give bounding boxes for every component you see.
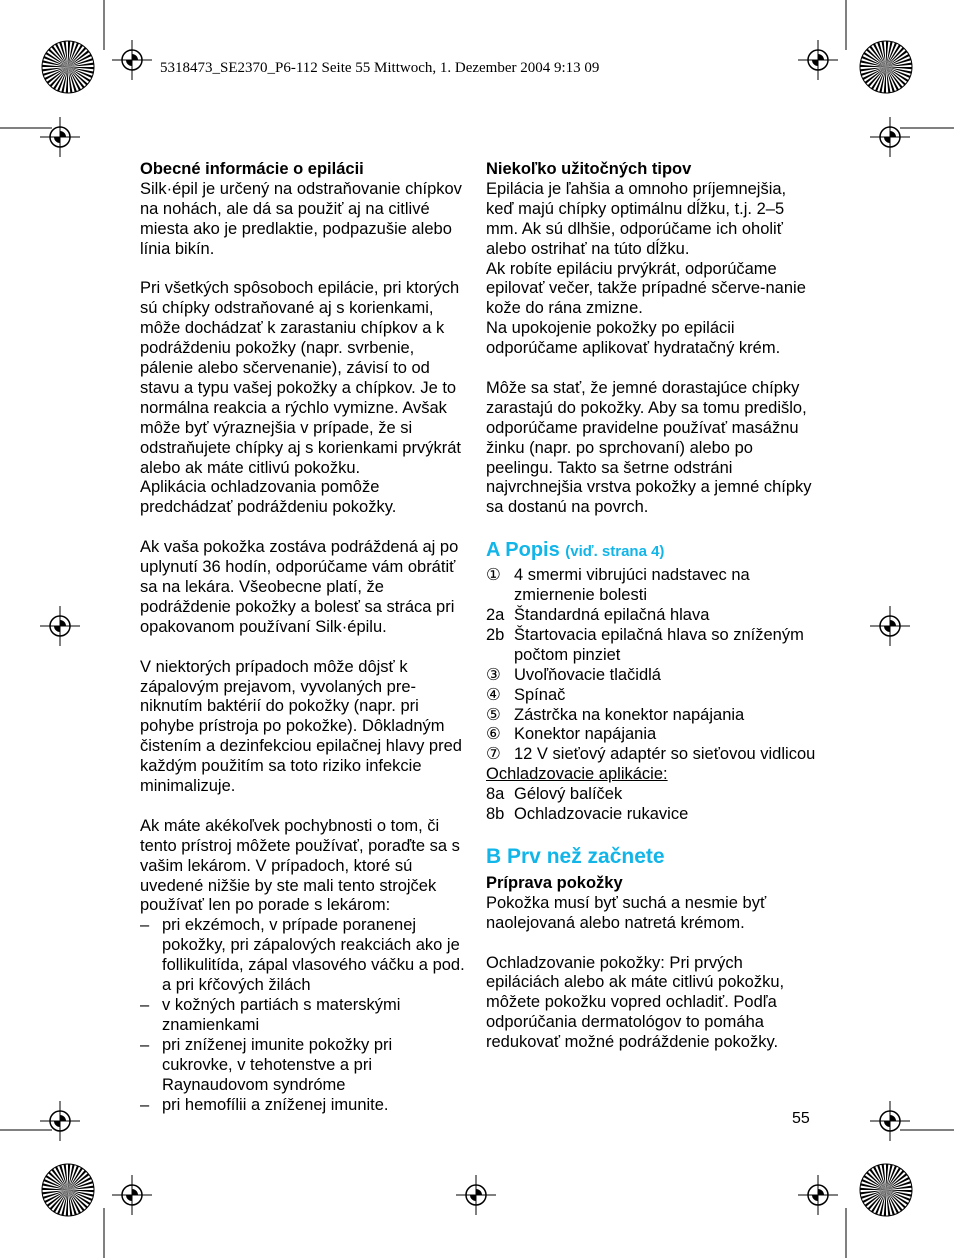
list-item: 8a Gélový balíček: [486, 785, 623, 804]
list-item: 2b Štartovacia epilačná hlava so zníženým počtom pinziet: [486, 625, 804, 664]
list-item: 2a Štandardná epilačná hlava: [486, 606, 710, 624]
paragraph: Ochladzovanie pokožky: Pri prvých epiláciách alebo ak máte citlivú pokožku, môžete pokožku vopred ochladiť. Podľa odporúčania dermatológov to pomáha redukovať možné podráždenie pokožky.: [486, 953, 785, 1052]
cooling-label: Ochladzovacie aplikácie:: [486, 765, 668, 784]
section-title-b: B Prv než začnete: [486, 844, 665, 868]
list-item: ① 4 smermi vibrujúci nadstavec na zmiernenie bolesti: [486, 566, 750, 605]
registration-mark: [884, 620, 896, 632]
print-slug: 5318473_SE2370_P6-112 Seite 55 Mittwoch, 1. Dezember 2004 9:13 09: [160, 60, 600, 76]
paragraph: Ak robíte epiláciu prvýkrát, odporúčame epilovať večer, takže prípadné sčerve-nanie kože do rána zmizne.: [486, 259, 806, 318]
left-column: [140, 160, 466, 1115]
paragraph: Môže sa stať, že jemné dorastajúce chípky zarastajú do pokožky. Aby sa tomu predišlo, odporúčame pravidelne používať masážnu žinku (napr. po sprchovaní) alebo po peelingu. Takto sa šetrne odstráni najvrchnejšia vrstva pokožky a jemné chípky sa dostanú na povrch.: [486, 378, 812, 517]
paragraph: Aplikácia ochladzovania pomôže predchádzať podráždeniu pokožky.: [140, 478, 397, 517]
paragraph: V niektorých prípadoch môže dôjsť k zápalovým prejavom, vyvolaných pre-niknutím baktérií do pokožky (napr. pri pohybe prístroja po pokožke). Dôkladným čistením a dezinfekciou epilačnej hlavy pred každým použitím sa toto riziko infekcie minimalizuje.: [140, 657, 462, 796]
registration-mark: [812, 1189, 824, 1201]
list-item: ⑦ 12 V sieťový adaptér so sieťovou vidlicou: [486, 745, 816, 764]
registration-mark: [812, 54, 824, 66]
list-item: ⑤ Zástrčka na konektor napájania: [486, 705, 745, 724]
paragraph: Epilácia je ľahšia a omnoho príjemnejšia, keď majú chípky optimálnu dĺžku, t.j. 2–5 mm. Ak sú dlhšie, odporúčame ich oholiť alebo ostrihať na túto dĺžku.: [486, 179, 787, 258]
list-item: ⑥ Konektor napájania: [486, 725, 657, 744]
registration-mark: [54, 1115, 66, 1127]
heading-general-info: Obecné informácie o epilácii: [140, 160, 364, 178]
paragraph: Silk·épil je určený na odstraňovanie chípkov na nohách, ale dá sa použiť aj na citlivé miesta ako je predlaktie, podpazušie alebo línia bikín.: [140, 179, 462, 258]
paragraph: Ak máte akékoľvek pochybnosti o tom, či tento prístroj môžete používať, poraďte sa s vašim lekárom. V prípadoch, ktoré sú uvedené nižšie by ste mali tento strojček používať len po porade s lekárom:: [140, 816, 460, 915]
registration-mark: [884, 1115, 896, 1127]
registration-mark: [126, 1189, 138, 1201]
heading-skin-prep: Príprava pokožky: [486, 873, 623, 892]
registration-mark: [126, 54, 138, 66]
list-item: ③ Uvoľňovacie tlačidlá: [486, 665, 661, 684]
page-number: 55: [792, 1110, 810, 1127]
registration-mark: [470, 1189, 482, 1201]
paragraph: Ak vaša pokožka zostáva podráždená aj po uplynutí 36 hodín, odporúčame vám obrátiť sa na lekára. Všeobecne platí, že podráždenie pokožky a bolesť sa stráca pri opakovanom používaní Silk·épilu.: [140, 538, 459, 636]
heading-tips: Niekoľko užitočných tipov: [486, 160, 692, 178]
right-column: [486, 160, 816, 1073]
list-item: – pri zníženej imunite pokožky pri cukrovke, v tehotenstve a pri Raynaudovom syndróme: [140, 1035, 393, 1094]
registration-mark: [884, 131, 896, 143]
list-item: – pri ekzémoch, v prípade poranenej pokožky, pri zápalových reakciách ako je follikulitída, zápal vlasového váčku a pod. a pri kŕčových žilách: [140, 916, 465, 995]
list-item: 8b Ochladzovacie rukavice: [486, 805, 689, 824]
list-item: – v kožných partiách s materskými znamienkami: [140, 996, 401, 1034]
paragraph: Pri všetkých spôsoboch epilácie, pri ktorých sú chípky odstraňované aj s korienkami, môže dochádzať k zarastaniu chípkov a k podráždeniu pokožky (napr. svrbenie, pálenie alebo sčervenanie), závisí to od stavu a typu vašej pokožky a chípkov. Je to normálna reakcia a rýchlo vymizne. Avšak môže byť výraznejšia v prípade, že si odstraňujete chípky aj s korienkami prvýkrát alebo ak máte citlivú pokožku.: [140, 279, 461, 477]
paragraph: Pokožka musí byť suchá a nesmie byť naolejovaná alebo natretá krémom.: [486, 893, 767, 932]
list-item: – pri hemofílii a zníženej imunite.: [140, 1095, 389, 1114]
registration-mark: [54, 131, 66, 143]
list-item: ④ Spínač: [486, 685, 566, 704]
section-title-a: A Popis (viď. strana 4): [486, 539, 665, 562]
paragraph: Na upokojenie pokožky po epilácii odporúčame aplikovať hydratačný krém.: [486, 319, 781, 358]
registration-mark: [54, 620, 66, 632]
